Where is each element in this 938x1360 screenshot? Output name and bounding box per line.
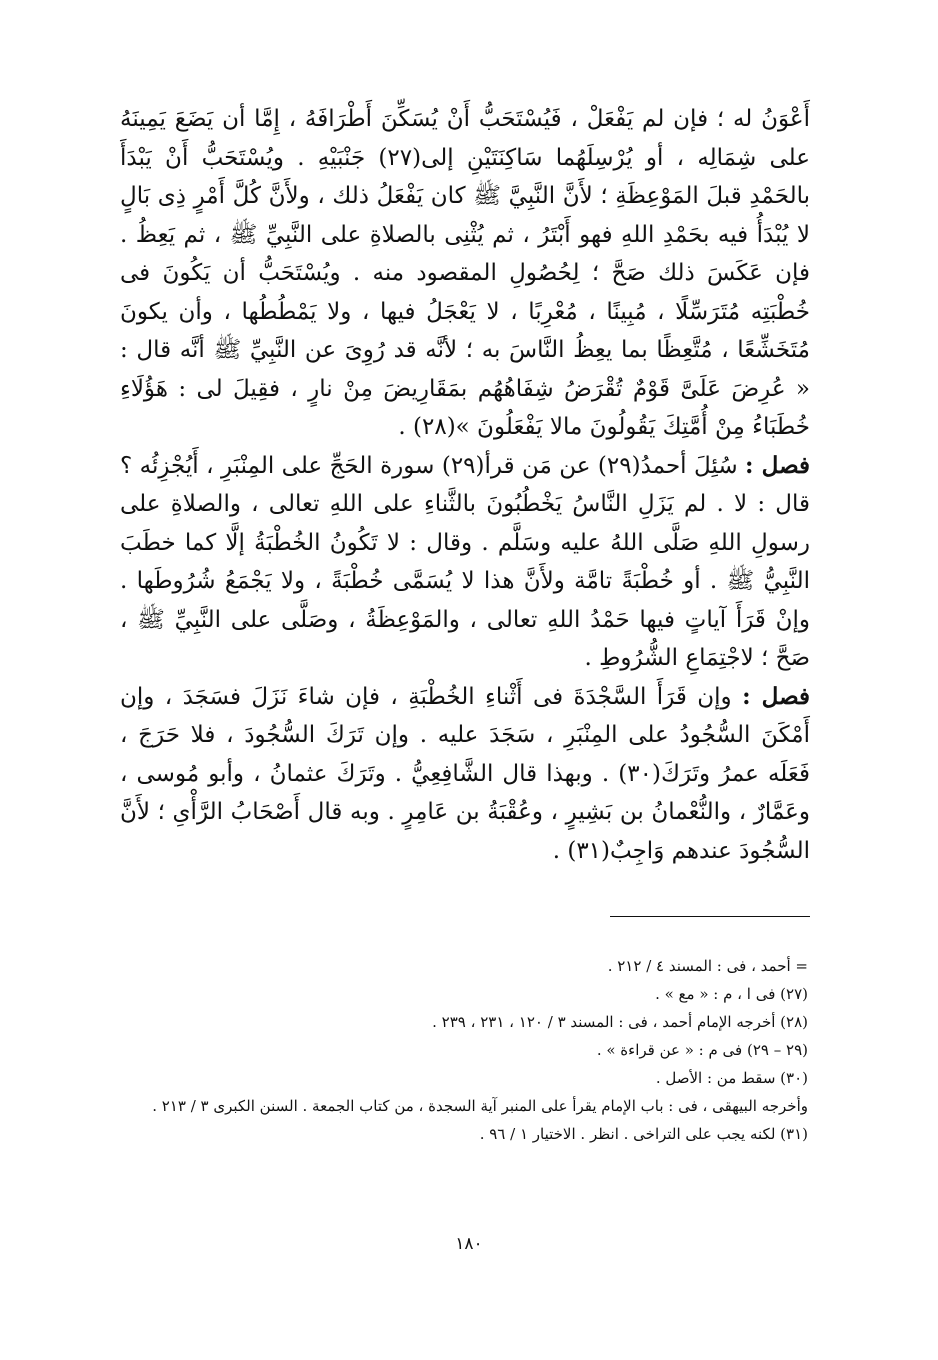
section-heading-fasl: فصل : bbox=[742, 682, 811, 710]
paragraph-1: أَعْوَنُ له ؛ فإن لم يَفْعَلْ ، فَيُسْتَحَبُّ أَنْ يُسَكِّنَ أَطْرَافَهُ ، إِمَّا أن يَضَعَ يَمِينَهُ على شِمَالِه ، أو يُرْسِلَهُما سَاكِنَتَيْنِ إلى(٢٧) جَنْبَيْهِ . ويُسْتَحَبُّ أَنْ يَبْدَأَ بالحَمْدِ قبلَ المَوْعِظَةِ ؛ لأَنَّ النَّبِيَّ ﷺ كان يَفْعَلُ ذلك ، ولأَنَّ كُلَّ أَمْرٍ ذِى بَالٍ لا يُبْدَأُ فيه بحَمْدِ اللهِ فهو أَبْتَرُ ، ثم يُثْنِى بالصلاةِ على النَّبِيِّ ﷺ ، ثم يَعِظُ . فإن عَكَسَ ذلك صَحَّ ؛ لِحُصُولِ المقصود منه . ويُسْتَحَبُّ أن يَكُونَ فى خُطْبَتِه مُتَرَسِّلًا ، مُبِينًا ، مُعْرِبًا ، لا يَعْجَلُ فيها ، ولا يَمْطُطُها ، وأن يكونَ مُتَخَشِّعًا ، مُتَّعِظًا بما يعِظُ النَّاسَ به ؛ لأنَّه قد رُوِىَ عن النَّبِيِّ ﷺ أنَّه قال : « عُرِضَ عَلَىَّ قَوْمٌ تُقْرَضُ شِفَاهُهُم بمَقَارِيضَ مِنْ نارٍ ، فقِيلَ لى : هَؤُلَاءِ خُطَبَاءُ مِنْ أُمَّتِكَ يَقُولُونَ مالا يَفْعَلُونَ »(٢٨) . bbox=[120, 106, 810, 440]
paragraph-3-text: وإن قَرَأَ السَّجْدَةَ فى أَثْناءِ الخُطْبَةِ ، فإن شاءَ نَزَلَ فسَجَدَ ، وإن أَمْكَنَ السُّجُودُ على المِنْبَرِ ، سَجَدَ عليه . وإن تَرَكَ السُّجُودَ ، فلا حَرَجَ ، فَعَلَه عمرُ وتَرَكَ(٣٠) . وبهذا قال الشَّافِعِيُّ . وتَرَكَ عثمانُ ، وأبو مُوسى ، وعَمَّارٌ ، والنُّعْمانُ بن بَشِيرٍ ، وعُقْبَةُ بن عَامِرٍ . وبه قال أَصْحَابُ الرَّأْىِ ؛ لأَنَّ السُّجُودَ عندهم وَاجِبٌ(٣١) . bbox=[120, 683, 811, 864]
footnote-29: (٢٩ – ٢٩) فى م : « عن قراءة » . bbox=[596, 1041, 808, 1059]
footnote-30: (٣٠) سقط من : الأصل . bbox=[655, 1069, 808, 1087]
footnote-continuation: = أحمد ، فى : المسند ٤ / ٢١٢ . bbox=[607, 957, 808, 975]
paragraph-2-text: سُئِلَ أحمدُ(٢٩) عن مَن قرأ(٢٩) سورة الحَجِّ على المِنْبَرِ ، أَيُجْزِئُه ؟ قال : لا . لم يَزَلِ النَّاسُ يَخْطُبُونَ بالثَّناءِ على اللهِ تعالى ، والصلاةِ على رسولِ اللهِ صَلَّى اللهُ عليه وسَلَّم . وقال : لا تَكُونُ الخُطْبَةُ إلَّا كما خطَبَ النَّبِيُّ ﷺ . أو خُطْبَةً تامَّة ولأَنَّ هذا لا يُسَمَّى خُطْبَةً ، ولا يَجْمَعُ شُرُوطَها . وإنْ قَرَأَ آياتٍ فيها حَمْدُ اللهِ تعالى ، والمَوْعِظَةُ ، وصَلَّى على النَّبِيِّ ﷺ ، صَحَّ ؛ لاجْتِمَاعِ الشُّرُوطِ . bbox=[120, 452, 810, 671]
footnote-28: (٢٨) أخرجه الإمام أحمد ، فى : المسند ٣ / ١٢٠ ، ٢٣١ ، ٢٣٩ . bbox=[432, 1013, 808, 1031]
footnotes bbox=[124, 952, 808, 1148]
paragraph-3 bbox=[120, 678, 810, 871]
page-number: ١٨٠ bbox=[455, 1234, 483, 1254]
main-body-text bbox=[120, 100, 810, 870]
footnote-27: (٢٧) فى ا ، م : « مع » . bbox=[655, 985, 808, 1003]
section-heading-fasl: فصل : bbox=[745, 451, 811, 479]
paragraph-2 bbox=[120, 447, 810, 678]
footnote-divider bbox=[610, 916, 810, 917]
footnote-31: (٣١) لكنه يجب على التراخى . انظر . الاختيار ١ / ٩٦ . bbox=[479, 1125, 808, 1143]
footnote-30-extra: وأخرجه البيهقى ، فى : باب الإمام يقرأ على المنبر آية السجدة ، من كتاب الجمعة . السنن الكبرى ٣ / ٢١٣ . bbox=[152, 1097, 808, 1115]
